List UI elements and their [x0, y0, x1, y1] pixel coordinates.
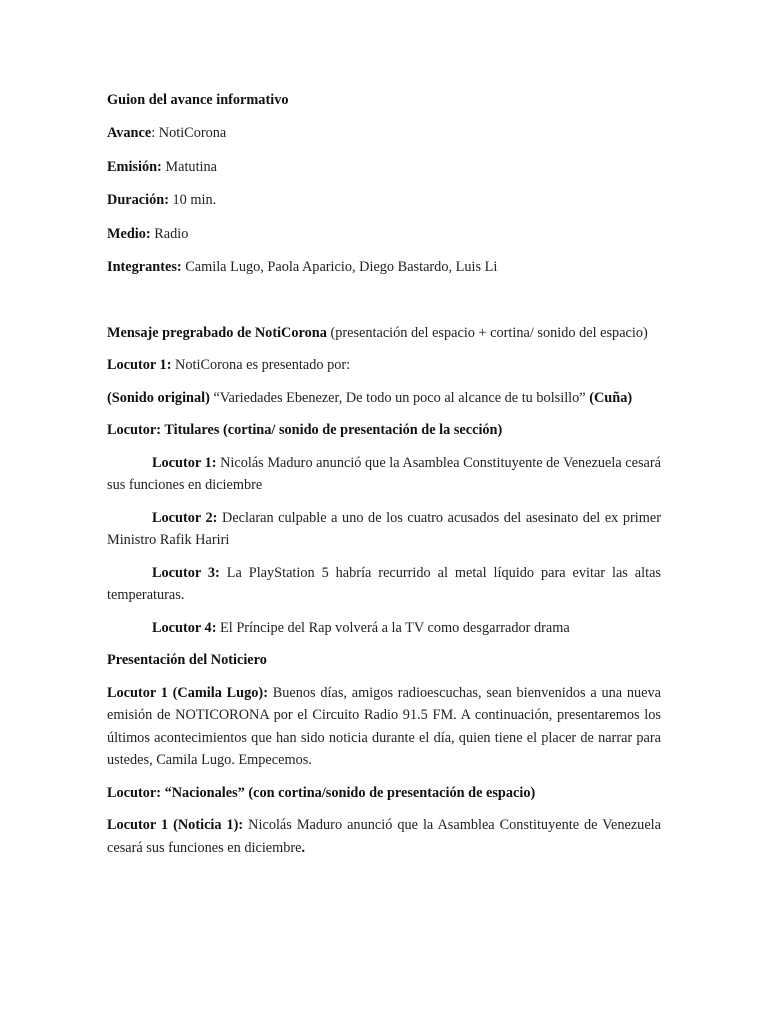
sonido-label: (Sonido original): [107, 389, 210, 406]
meta-label: Emisión:: [107, 158, 162, 175]
meta-medio: [107, 223, 661, 246]
noticia1-period: .: [301, 839, 306, 856]
intro-text: (presentación del espacio + cortina/ sonido del espacio): [326, 324, 648, 341]
meta-value: NotiCorona: [158, 125, 227, 141]
titular-item: [107, 562, 661, 607]
presentacion-paragraph: [107, 682, 661, 772]
speaker-label: Locutor 4:: [152, 619, 217, 636]
meta-label: Avance: [107, 125, 152, 141]
intro-paragraph: [107, 322, 661, 345]
titulares-heading: Locutor: Titulares (cortina/ sonido de presentación de la sección): [107, 422, 503, 438]
meta-label: Integrantes:: [107, 259, 182, 275]
speaker-label: Locutor 1:: [152, 454, 217, 471]
speaker-label: Locutor 1:: [107, 357, 172, 373]
noticia1-text: Nicolás Maduro anunció que la Asamblea Constituyente de Venezuela cesará sus funciones en diciembre: [107, 817, 661, 856]
document-body: [107, 89, 661, 869]
titular-text: Declaran culpable a uno de los cuatro acusados del asesinato del ex primer Ministro Rafik Hariri: [107, 509, 661, 548]
document-title: Guion del avance informativo: [107, 92, 289, 108]
cuna-label: (Cuña): [589, 389, 633, 406]
presentacion-heading: Presentación del Noticiero: [107, 652, 267, 668]
nacionales-heading: Locutor: “Nacionales” (con cortina/sonido de presentación de espacio): [107, 784, 536, 801]
intro-label: Mensaje pregrabado de NotiCorona: [107, 324, 327, 341]
titular-text: El Príncipe del Rap volverá a la TV como desgarrador drama: [216, 619, 570, 636]
speaker-text: NotiCorona es presentado por:: [171, 357, 351, 373]
sonido-paragraph: [107, 387, 661, 410]
speaker-label: Locutor 1 (Camila Lugo):: [107, 684, 268, 701]
presentacion-text: Buenos días, amigos radioescuchas, sean bienvenidos a una nueva emisión de NOTICORONA por el Circuito Radio 91.5 FM. A continuación, presentaremos los últimos acontecimientos que han sido noticia durante el día, quien tiene el placer de narrar para ustedes, Camila Lugo. Empecemos.: [107, 684, 661, 768]
speaker-label: Locutor 3:: [152, 564, 220, 581]
locutor1-intro-paragraph: [107, 354, 661, 377]
meta-separator: :: [151, 125, 159, 141]
speaker-label: Locutor 2:: [152, 509, 218, 526]
titular-item: [107, 452, 661, 497]
meta-value: 10 min.: [172, 192, 217, 208]
titular-item: [107, 507, 661, 552]
speaker-label: Locutor 1 (Noticia 1):: [107, 817, 244, 833]
meta-value: Matutina: [165, 158, 218, 175]
meta-label: Duración:: [107, 192, 169, 208]
blank-line: [107, 290, 661, 322]
noticia1-paragraph: [107, 814, 661, 859]
meta-avance: [107, 122, 661, 145]
meta-duracion: [107, 189, 661, 212]
meta-integrantes: [107, 256, 661, 279]
sonido-text: “Variedades Ebenezer, De todo un poco al alcance de tu bolsillo”: [209, 389, 590, 406]
titular-text: Nicolás Maduro anunció que la Asamblea Constituyente de Venezuela cesará sus funciones en diciembre: [107, 454, 661, 493]
titular-text: La PlayStation 5 habría recurrido al metal líquido para evitar las altas temperaturas.: [107, 564, 661, 603]
meta-label: Medio:: [107, 225, 151, 242]
meta-value: Camila Lugo, Paola Aparicio, Diego Bastardo, Luis Li: [185, 259, 498, 275]
meta-value: Radio: [154, 225, 189, 242]
meta-emision: [107, 156, 661, 179]
titular-item: [107, 617, 661, 640]
